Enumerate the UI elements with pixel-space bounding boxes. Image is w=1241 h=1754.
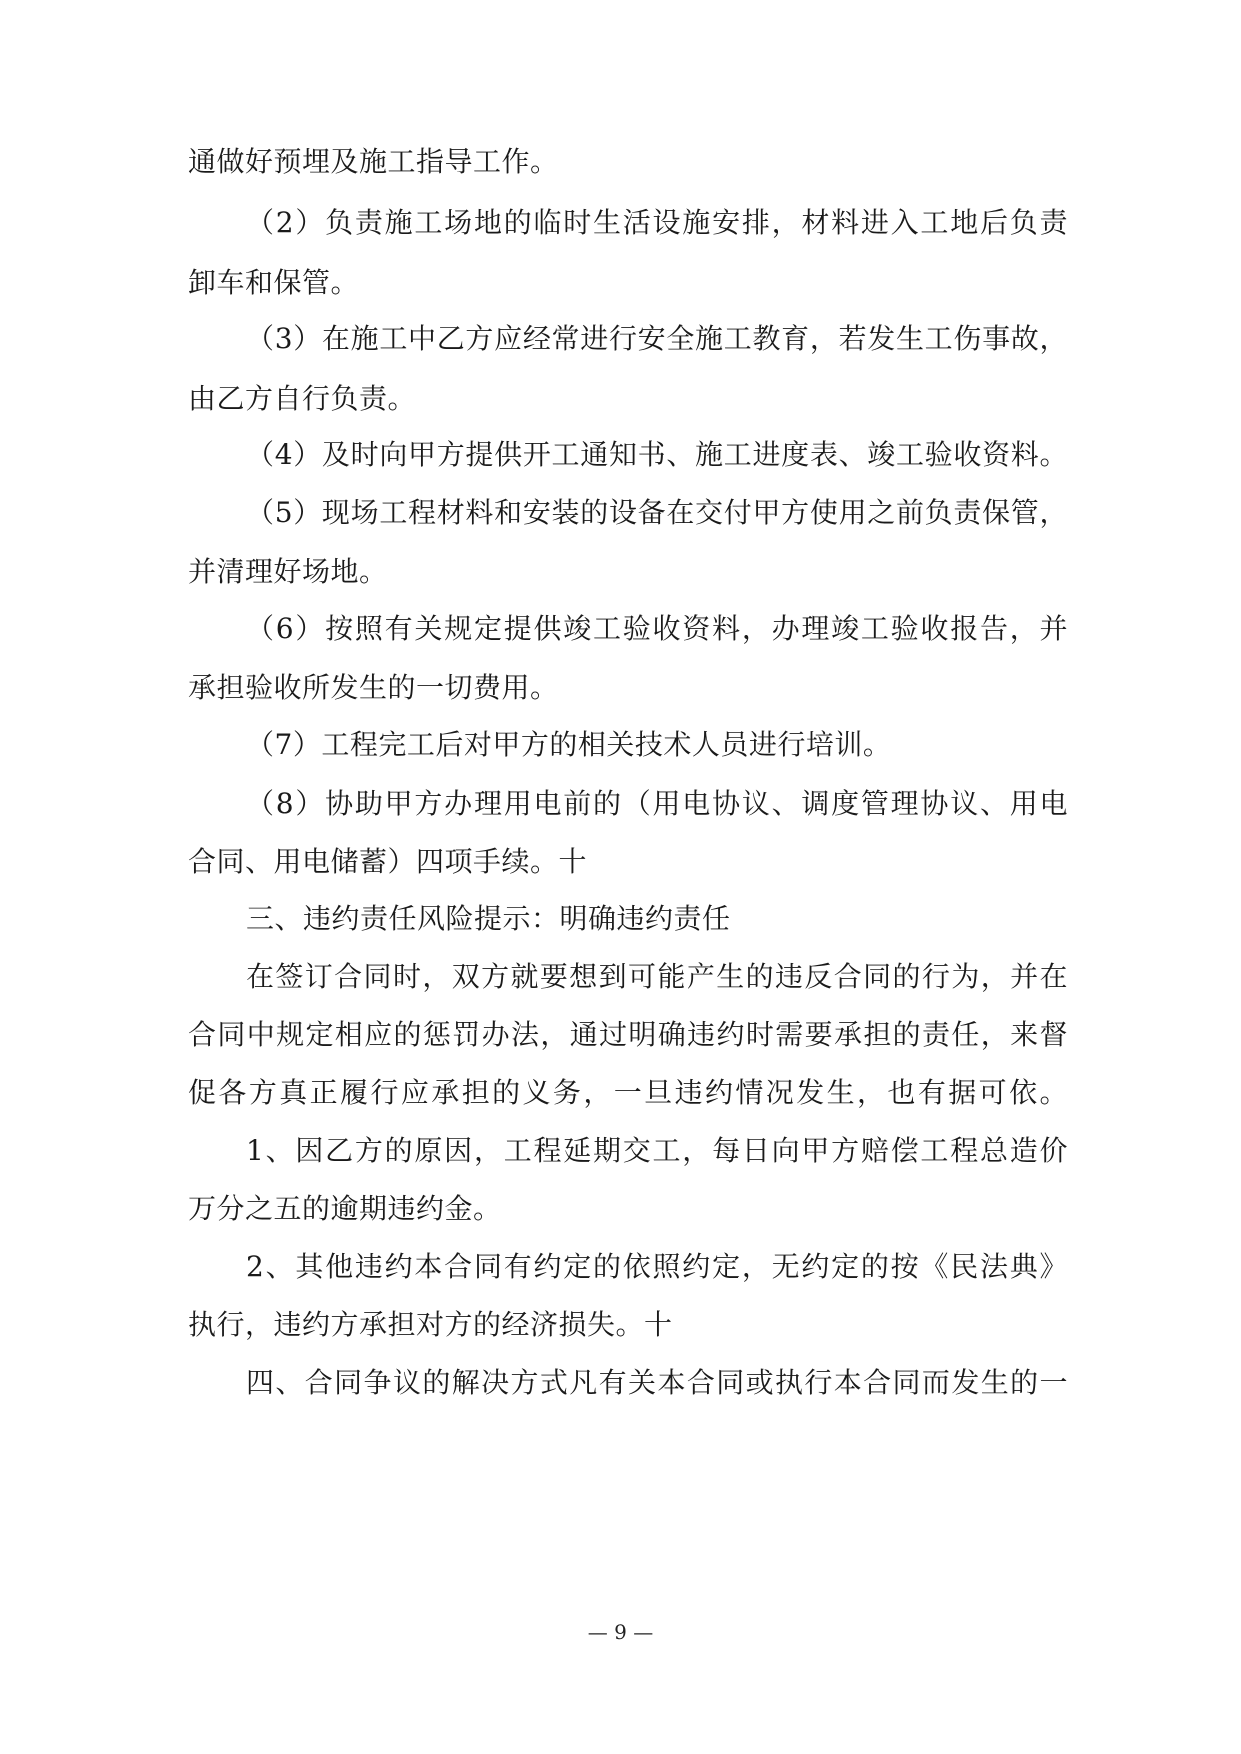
text-line-10: 承担验收所发生的一切费用。 bbox=[188, 671, 559, 704]
text-line-5: 由乙方自行负责。 bbox=[188, 382, 417, 415]
text-line-16: 合同中规定相应的惩罚办法，通过明确违约时需要承担的责任，来督 bbox=[188, 1018, 1068, 1051]
text-line-11: （7）工程完工后对甲方的相关技术人员进行培训。 bbox=[246, 728, 892, 761]
text-line-8: 并清理好场地。 bbox=[188, 555, 388, 588]
text-line-3: 卸车和保管。 bbox=[188, 266, 360, 299]
text-line-21: 执行，违约方承担对方的经济损失。十 bbox=[188, 1308, 673, 1341]
text-line-14: 三、违约责任风险提示：明确违约责任 bbox=[246, 902, 731, 935]
text-line-13: 合同、用电储蓄）四项手续。十 bbox=[188, 845, 588, 878]
text-line-6: （4）及时向甲方提供开工通知书、施工进度表、竣工验收资料。 bbox=[246, 438, 1068, 471]
page-number: — 9 — bbox=[587, 1620, 654, 1644]
text-line-22: 四、合同争议的解决方式凡有关本合同或执行本合同而发生的一 bbox=[246, 1366, 1068, 1399]
text-line-2: （2）负责施工场地的临时生活设施安排，材料进入工地后负责 bbox=[246, 206, 1068, 239]
text-line-20: 2、其他违约本合同有约定的依照约定，无约定的按《民法典》 bbox=[246, 1250, 1068, 1283]
text-line-7: （5）现场工程材料和安装的设备在交付甲方使用之前负责保管， bbox=[246, 496, 1068, 529]
text-line-18: 1、因乙方的原因，工程延期交工，每日向甲方赔偿工程总造价 bbox=[246, 1134, 1068, 1167]
text-line-12: （8）协助甲方办理用电前的（用电协议、调度管理协议、用电 bbox=[246, 787, 1068, 820]
text-line-9: （6）按照有关规定提供竣工验收资料，办理竣工验收报告，并 bbox=[246, 612, 1068, 645]
text-line-4: （3）在施工中乙方应经常进行安全施工教育，若发生工伤事故， bbox=[246, 322, 1068, 355]
text-line-1: 通做好预埋及施工指导工作。 bbox=[188, 145, 559, 178]
text-line-17: 促各方真正履行应承担的义务，一旦违约情况发生，也有据可依。 bbox=[188, 1076, 1068, 1109]
text-line-15: 在签订合同时，双方就要想到可能产生的违反合同的行为，并在 bbox=[246, 960, 1068, 993]
text-line-19: 万分之五的逾期违约金。 bbox=[188, 1192, 502, 1225]
